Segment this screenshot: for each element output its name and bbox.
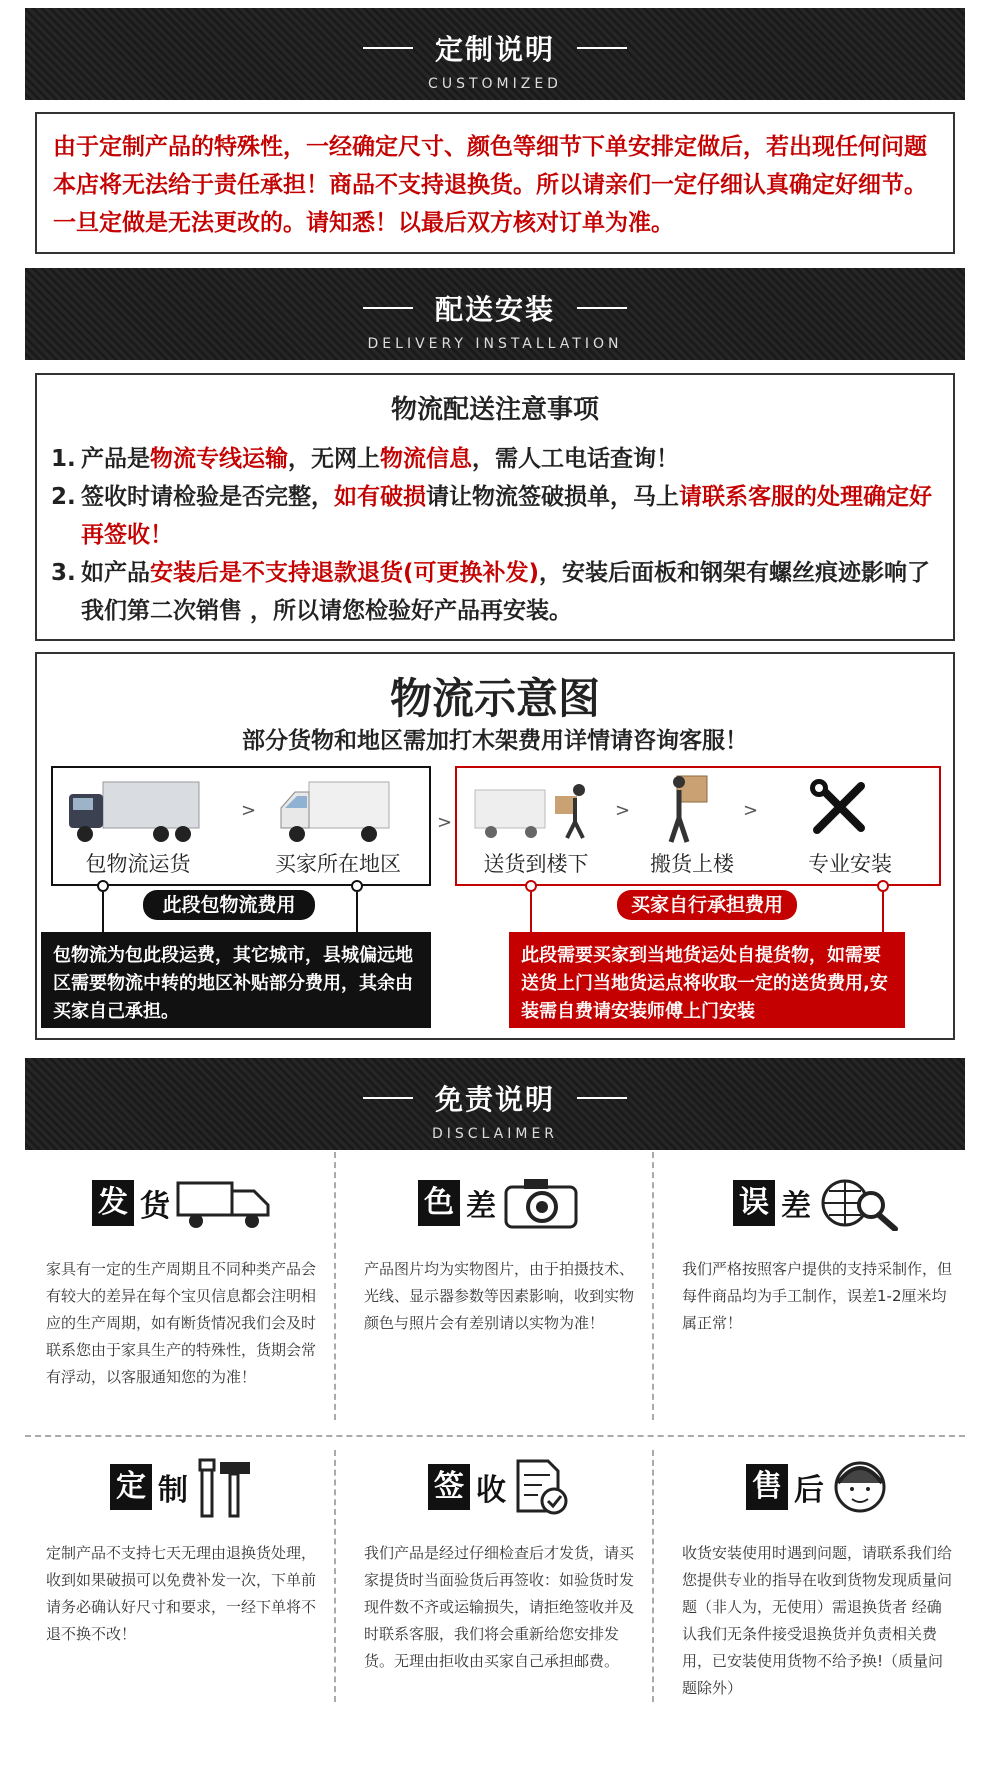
connector-dot <box>351 880 363 892</box>
globe-magnifier-icon <box>817 1175 903 1231</box>
customized-notice: 由于定制产品的特殊性，一经确定尺寸、颜色等细节下单安排定做后，若出现任何问题本店将无法给于责任承担！商品不支持退换货。所以请亲们一定仔细认真确定好细节。一旦定做是无法更改的。请知悉！以最后双方核对订单为准。 <box>35 112 955 254</box>
wrench-screwdriver-icon <box>807 776 871 840</box>
grid-divider <box>334 1450 336 1702</box>
semi-truck-icon <box>63 776 203 846</box>
banner-title: 定制说明 <box>434 33 555 66</box>
included-fee-description: 包物流为包此段运费，其它城市，县城偏远地区需要物流中转的地区补贴部分费用，其余由买家自己承担。 <box>41 932 431 1028</box>
disclaimer-banner <box>25 1058 965 1150</box>
grid-divider <box>652 1450 654 1702</box>
buyer-fee-description: 此段需要买家到当地货运处自提货物，如需要送货上门当地货运点将收取一定的送货费用,安装需自费请安装师傅上门安装 <box>509 932 905 1028</box>
disclaimer-after-sales: 售 后 收货安装使用时遇到问题，请联系我们给您提供专业的指导在收到货物发现质量问题（非人为，无使用）需退换货者 经确认我们无条件接受退换货并负责相关费用，已安装使用货物不给予换!（质量问题除外） <box>668 1452 968 1732</box>
delivery-note-item: 3. 如产品安装后是不支持退款退货(可更换补发)，安装后面板和钢架有螺丝痕迹影响了我们第二次销售 ，所以请您检验好产品再安装。 <box>51 560 931 624</box>
grid-divider <box>652 1152 654 1420</box>
disclaimer-color-difference: 色 差 产品图片均为实物图片，由于拍摄技术、光线、显示器参数等因素影响，收到实物颜色与照片会有差别请以实物为准！ <box>350 1168 650 1448</box>
banner-subtitle: DISCLAIMER <box>431 1126 559 1142</box>
customized-banner <box>25 8 965 100</box>
truck-icon <box>176 1175 272 1231</box>
document-check-icon <box>512 1457 572 1517</box>
camera-icon <box>502 1175 582 1231</box>
delivery-note-item: 2. 签收时请检验是否完整，如有破损请让物流签破损单，马上请联系客服的处理确定好再签收！ <box>51 484 932 548</box>
buyer-stages <box>455 766 941 886</box>
connector-dot <box>97 880 109 892</box>
arrow-icon: > <box>743 800 759 821</box>
buyer-fee-badge: 买家自行承担费用 <box>617 890 797 920</box>
delivery-notes <box>35 373 955 641</box>
stage-label: 专业安装 <box>808 852 892 876</box>
arrow-icon: > <box>437 812 453 833</box>
delivery-banner <box>25 268 965 360</box>
van-icon <box>275 778 395 848</box>
connector-line <box>882 892 884 932</box>
disclaimer-customization: 定 制 定制产品不支持七天无理由退换货处理，收到如果破损可以免费补发一次，下单前请务必确认好尺寸和要求，一经下单将不退不换不改！ <box>32 1452 332 1732</box>
carrying-box-icon <box>657 772 717 846</box>
delivery-note-item: 1. 产品是物流专线运输，无网上物流信息，需人工电话查询！ <box>51 446 679 472</box>
grid-divider <box>334 1152 336 1420</box>
arrow-icon: > <box>615 800 631 821</box>
delivery-notes-title: 物流配送注意事项 <box>390 395 599 425</box>
stage-label: 送货到楼下 <box>483 852 589 876</box>
connector-line <box>356 892 358 932</box>
banner-title: 免责说明 <box>434 1083 555 1116</box>
divider-line <box>577 47 627 49</box>
arrow-icon: > <box>241 800 257 821</box>
connector-line <box>102 892 104 932</box>
stage-label: 包物流运货 <box>85 852 191 876</box>
divider-line <box>363 47 413 49</box>
disclaimer-shipping: 发 货 家具有一定的生产周期且不同种类产品会有较大的差异在每个宝贝信息都会注明相应的生产周期，如有断货情况我们会及时联系您由于家具生产的特殊性，货期会常有浮动，以客服通知您的为准！ <box>32 1168 332 1448</box>
banner-title: 配送安装 <box>434 293 555 326</box>
included-stages <box>51 766 431 886</box>
connector-dot <box>525 880 537 892</box>
divider-line <box>363 307 413 309</box>
disclaimer-signing: 签 收 我们产品是经过仔细检查后才发货，请买家提货时当面验货后再签收：如验货时发现件数不齐或运输损失，请拒绝签收并及时联系客服，我们将会重新给您安排发货。无理由拒收由买家自己承担邮费。 <box>350 1452 650 1732</box>
connector-dot <box>877 880 889 892</box>
tools-icon <box>194 1456 254 1518</box>
included-fee-badge: 此段包物流费用 <box>143 890 315 920</box>
divider-line <box>577 1097 627 1099</box>
banner-subtitle: CUSTOMIZED <box>428 76 562 92</box>
connector-line <box>530 892 532 932</box>
headset-agent-icon <box>830 1457 890 1517</box>
logistics-title: 物流示意图 <box>389 674 600 723</box>
delivery-worker-icon <box>471 778 601 844</box>
stage-label: 买家所在地区 <box>275 852 401 876</box>
banner-subtitle: DELIVERY INSTALLATION <box>367 336 623 352</box>
divider-line <box>577 307 627 309</box>
divider-line <box>363 1097 413 1099</box>
disclaimer-size-error: 误 差 我们严格按照客户提供的支持采制作，但每件商品均为手工制作，误差1-2厘米均属正常！ <box>668 1168 968 1448</box>
stage-label: 搬货上楼 <box>650 852 734 876</box>
logistics-diagram <box>35 652 955 1040</box>
logistics-subtitle: 部分货物和地区需加打木架费用详情请咨询客服！ <box>242 728 748 754</box>
